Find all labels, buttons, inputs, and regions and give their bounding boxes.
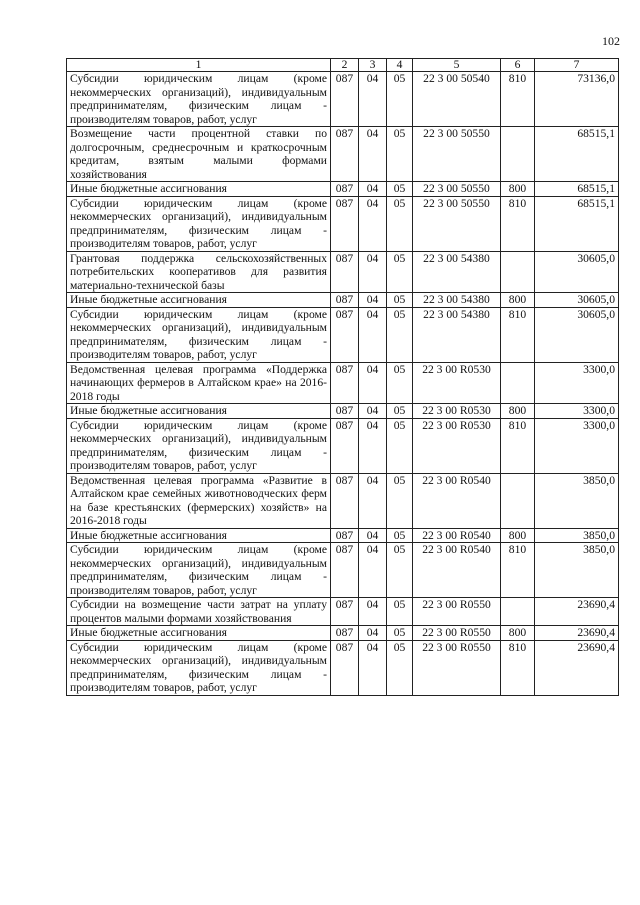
section-code: 04: [359, 293, 387, 308]
amount: 3300,0: [535, 418, 619, 473]
subsection-code: 05: [387, 543, 413, 598]
item-name: Субсидии юридическим лицам (кроме некоммерческих организаций), индивидуальным предпринимателям, физическим лицам - производителям товаров, работ, услуг: [67, 72, 331, 127]
amount: 30605,0: [535, 293, 619, 308]
ministry-code: 087: [331, 626, 359, 641]
ministry-code: 087: [331, 251, 359, 293]
amount: 23690,4: [535, 626, 619, 641]
subsection-code: 05: [387, 72, 413, 127]
item-name: Иные бюджетные ассигнования: [67, 182, 331, 197]
subsection-code: 05: [387, 251, 413, 293]
item-name: Иные бюджетные ассигнования: [67, 626, 331, 641]
ministry-code: 087: [331, 196, 359, 251]
target-article-code: 22 3 00 R0540: [413, 473, 501, 528]
subsection-code: 05: [387, 196, 413, 251]
target-article-code: 22 3 00 R0550: [413, 640, 501, 695]
item-name: Субсидии юридическим лицам (кроме некоммерческих организаций), индивидуальным предпринимателям, физическим лицам - производителям товаров, работ, услуг: [67, 196, 331, 251]
amount: 73136,0: [535, 72, 619, 127]
budget-table: [66, 58, 619, 696]
ministry-code: 087: [331, 418, 359, 473]
table-row: [67, 640, 619, 695]
section-code: 04: [359, 72, 387, 127]
item-name: Грантовая поддержка сельскохозяйственных потребительских кооперативов для развития материально-технической базы: [67, 251, 331, 293]
section-code: 04: [359, 362, 387, 404]
subsection-code: 05: [387, 127, 413, 182]
expense-type-code: [501, 473, 535, 528]
amount: 3300,0: [535, 362, 619, 404]
item-name: Иные бюджетные ассигнования: [67, 528, 331, 543]
target-article-code: 22 3 00 50550: [413, 196, 501, 251]
ministry-code: 087: [331, 72, 359, 127]
table-row: [67, 598, 619, 626]
subsection-code: 05: [387, 626, 413, 641]
item-name: Субсидии на возмещение части затрат на уплату процентов малыми формами хозяйствования: [67, 598, 331, 626]
amount: 3850,0: [535, 473, 619, 528]
table-row: [67, 182, 619, 197]
table-row: [67, 251, 619, 293]
target-article-code: 22 3 00 50540: [413, 72, 501, 127]
ministry-code: 087: [331, 307, 359, 362]
target-article-code: 22 3 00 R0530: [413, 404, 501, 419]
column-header: 3: [359, 59, 387, 72]
table-row: [67, 72, 619, 127]
section-code: 04: [359, 626, 387, 641]
subsection-code: 05: [387, 404, 413, 419]
expense-type-code: 800: [501, 182, 535, 197]
column-header: 2: [331, 59, 359, 72]
ministry-code: 087: [331, 640, 359, 695]
amount: 3850,0: [535, 543, 619, 598]
amount: 23690,4: [535, 640, 619, 695]
table-row: [67, 307, 619, 362]
page-number: 102: [602, 34, 620, 48]
target-article-code: 22 3 00 54380: [413, 307, 501, 362]
subsection-code: 05: [387, 307, 413, 362]
expense-type-code: [501, 251, 535, 293]
item-name: Иные бюджетные ассигнования: [67, 404, 331, 419]
amount: 68515,1: [535, 127, 619, 182]
expense-type-code: 800: [501, 528, 535, 543]
amount: 30605,0: [535, 251, 619, 293]
column-header: 6: [501, 59, 535, 72]
expense-type-code: 800: [501, 626, 535, 641]
ministry-code: 087: [331, 362, 359, 404]
section-code: 04: [359, 418, 387, 473]
section-code: 04: [359, 196, 387, 251]
expense-type-code: 810: [501, 72, 535, 127]
target-article-code: 22 3 00 R0530: [413, 362, 501, 404]
subsection-code: 05: [387, 598, 413, 626]
section-code: 04: [359, 543, 387, 598]
amount: 3300,0: [535, 404, 619, 419]
target-article-code: 22 3 00 R0550: [413, 626, 501, 641]
expense-type-code: 810: [501, 640, 535, 695]
section-code: 04: [359, 473, 387, 528]
section-code: 04: [359, 251, 387, 293]
ministry-code: 087: [331, 293, 359, 308]
expense-type-code: 800: [501, 404, 535, 419]
item-name: Ведомственная целевая программа «Развитие в Алтайском крае семейных животноводческих ферм на базе крестьянских (фермерских) хозяйств» на 2016-2018 годы: [67, 473, 331, 528]
ministry-code: 087: [331, 473, 359, 528]
table-row: [67, 127, 619, 182]
subsection-code: 05: [387, 473, 413, 528]
section-code: 04: [359, 127, 387, 182]
section-code: 04: [359, 307, 387, 362]
target-article-code: 22 3 00 R0540: [413, 528, 501, 543]
expense-type-code: 810: [501, 196, 535, 251]
subsection-code: 05: [387, 362, 413, 404]
table-row: [67, 528, 619, 543]
target-article-code: 22 3 00 50550: [413, 182, 501, 197]
ministry-code: 087: [331, 182, 359, 197]
expense-type-code: [501, 598, 535, 626]
column-header: 7: [535, 59, 619, 72]
table-row: [67, 626, 619, 641]
section-code: 04: [359, 404, 387, 419]
item-name: Иные бюджетные ассигнования: [67, 293, 331, 308]
amount: 30605,0: [535, 307, 619, 362]
subsection-code: 05: [387, 640, 413, 695]
expense-type-code: [501, 362, 535, 404]
section-code: 04: [359, 640, 387, 695]
ministry-code: 087: [331, 598, 359, 626]
table-row: [67, 293, 619, 308]
header-row: [67, 59, 619, 72]
expense-type-code: 810: [501, 418, 535, 473]
column-header: 4: [387, 59, 413, 72]
target-article-code: 22 3 00 R0550: [413, 598, 501, 626]
expense-type-code: 810: [501, 307, 535, 362]
expense-type-code: 810: [501, 543, 535, 598]
column-header: 1: [67, 59, 331, 72]
table-row: [67, 473, 619, 528]
target-article-code: 22 3 00 R0540: [413, 543, 501, 598]
section-code: 04: [359, 598, 387, 626]
amount: 3850,0: [535, 528, 619, 543]
expense-type-code: [501, 127, 535, 182]
item-name: Субсидии юридическим лицам (кроме некоммерческих организаций), индивидуальным предпринимателям, физическим лицам - производителям товаров, работ, услуг: [67, 543, 331, 598]
item-name: Субсидии юридическим лицам (кроме некоммерческих организаций), индивидуальным предпринимателям, физическим лицам - производителям товаров, работ, услуг: [67, 640, 331, 695]
target-article-code: 22 3 00 54380: [413, 251, 501, 293]
table-row: [67, 362, 619, 404]
subsection-code: 05: [387, 418, 413, 473]
target-article-code: 22 3 00 54380: [413, 293, 501, 308]
table-row: [67, 418, 619, 473]
table-row: [67, 404, 619, 419]
subsection-code: 05: [387, 182, 413, 197]
target-article-code: 22 3 00 50550: [413, 127, 501, 182]
table-row: [67, 196, 619, 251]
ministry-code: 087: [331, 127, 359, 182]
section-code: 04: [359, 182, 387, 197]
subsection-code: 05: [387, 528, 413, 543]
amount: 23690,4: [535, 598, 619, 626]
item-name: Ведомственная целевая программа «Поддержка начинающих фермеров в Алтайском крае» на 2016-2018 годы: [67, 362, 331, 404]
ministry-code: 087: [331, 543, 359, 598]
subsection-code: 05: [387, 293, 413, 308]
amount: 68515,1: [535, 196, 619, 251]
target-article-code: 22 3 00 R0530: [413, 418, 501, 473]
expense-type-code: 800: [501, 293, 535, 308]
item-name: Субсидии юридическим лицам (кроме некоммерческих организаций), индивидуальным предпринимателям, физическим лицам - производителям товаров, работ, услуг: [67, 418, 331, 473]
item-name: Субсидии юридическим лицам (кроме некоммерческих организаций), индивидуальным предпринимателям, физическим лицам - производителям товаров, работ, услуг: [67, 307, 331, 362]
ministry-code: 087: [331, 404, 359, 419]
column-header: 5: [413, 59, 501, 72]
item-name: Возмещение части процентной ставки по долгосрочным, среднесрочным и краткосрочным кредитам, взятым малыми формами хозяйствования: [67, 127, 331, 182]
amount: 68515,1: [535, 182, 619, 197]
table-row: [67, 543, 619, 598]
ministry-code: 087: [331, 528, 359, 543]
section-code: 04: [359, 528, 387, 543]
